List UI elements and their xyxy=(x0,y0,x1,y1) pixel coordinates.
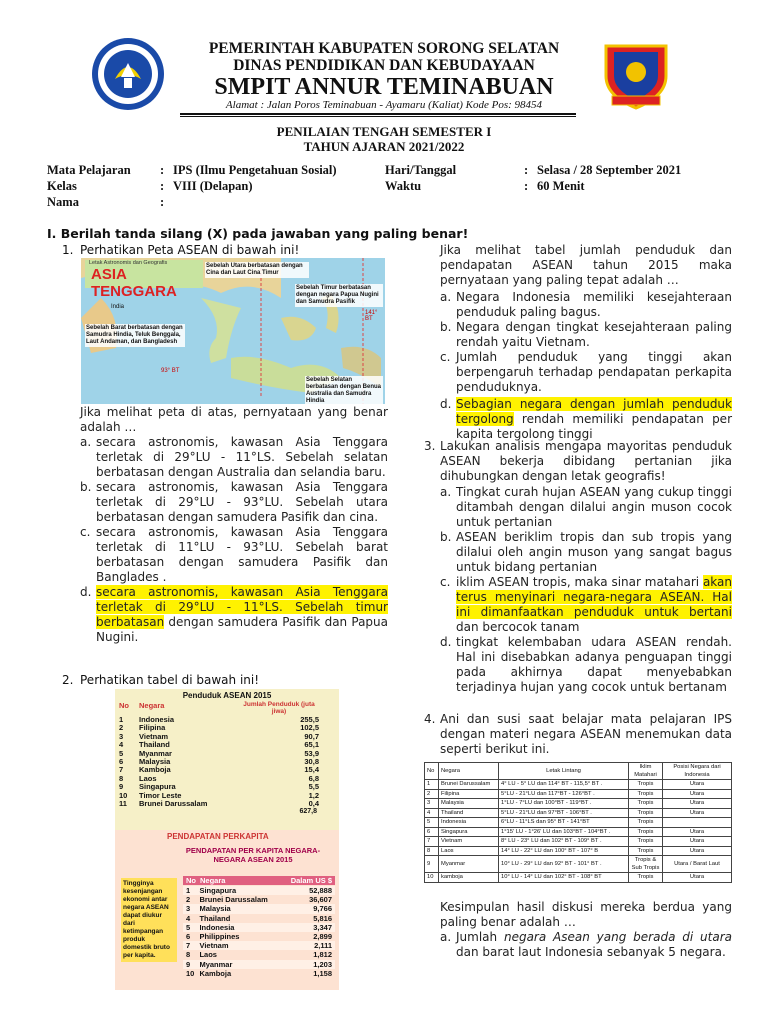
map-note-east: Sebelah Timur berbatasan dengan negara Papua Nugini dan Samudra Pasifik xyxy=(295,284,383,307)
school-address: Alamat : Jalan Poros Teminabuan - Ayamaru (Kaliat) Kode Pos: 98454 xyxy=(225,99,543,111)
table-row: 8 Laos 14° LU - 22° LU dan 100° BT - 107° B Tropis Utara xyxy=(425,846,732,856)
table-row: 1 Indonesia 255,5 xyxy=(119,715,319,724)
table-row: 5 Indonesia 3,347 xyxy=(183,923,335,932)
q1-intro: Jika melihat peta di atas, pernyataan yang benar adalah … xyxy=(80,405,388,434)
table-row: 5 Indonesia 6°LU - 11°LS dan 95° BT - 141°BT Tropis xyxy=(425,818,732,828)
location-header: No Negara Letak Lintang Iklim Matahari Posisi Negara dari Indonesia xyxy=(425,763,732,780)
dept-line: DINAS PENDIDIKAN DAN KEBUDAYAAN xyxy=(233,57,535,74)
income-header: No Negara Dalam US $ xyxy=(183,876,335,885)
name-label: Nama xyxy=(47,195,79,209)
table-row: 10 Kamboja 1,158 xyxy=(183,969,335,978)
subject-label: Mata Pelajaran xyxy=(47,163,131,177)
map-note-south: Sebelah Selatan berbatasan dengan Benua Australia dan Samudra Hindia xyxy=(306,377,382,404)
q3-option-b[interactable]: b. ASEAN beriklim tropis dan sub tropis yang dilalui oleh angin muson yang sangat bagus untuk bidang pertanian xyxy=(440,530,732,574)
table-row: 4 Thailand 65,1 xyxy=(119,740,319,750)
asean-map: Letak Astronomis dan Geografis ASIA TENGGARA Sebelah Utara berbatasan dengan Cina dan Laut Cina Timur Sebelah Timur berbatasan dengan negara Papua Nugini dan Samudra Pasifik Sebelah Barat berbatasan dengan Samudra Hindia, Teluk Benggala, Laut Andaman, dan Bangladesh Sebelah Selatan berbatasan dengan Benua Australia dan Samudra Hindia 93° BT 141° BT India xyxy=(81,258,385,404)
q1-stem: 1. Perhatikan Peta ASEAN di bawah ini! xyxy=(62,243,300,257)
q1-options xyxy=(80,435,388,645)
q3-options xyxy=(440,485,732,695)
q3-option-c[interactable]: c. iklim ASEAN tropis, maka sinar matahari akan terus menyinari negara-negara ASEAN. Hal ini dimanfaatkan penduduk untuk bertani dan bercocok tanam xyxy=(440,575,732,634)
meta-values-left xyxy=(173,162,373,210)
q4-option-a[interactable]: a. Jumlah negara Asean yang berada di utara dan barat laut Indonesia sebanyak 5 negara. xyxy=(440,930,732,959)
highlight: Sebagian negara dengan jumlah penduduk tergolong xyxy=(456,397,732,426)
exam-year: TAHUN AJARAN 2021/2022 xyxy=(303,139,465,154)
table-row: 5 Myanmar 53,9 xyxy=(119,748,319,758)
table-row: 7 Vietnam 2,111 xyxy=(183,941,335,950)
table-row: 3 Vietnam 90,7 xyxy=(119,731,319,741)
table-row: 9 Myanmar 10° LU - 29° LU dan 92° BT - 101° BT . Tropis & Sub Tropis Utara / Barat Laut xyxy=(425,856,732,873)
table-row: 11 Brunei Darussalam 0,4 xyxy=(119,799,319,809)
table-row: 6 Malaysia 30,8 xyxy=(119,757,319,767)
highlight: secara astronomis, kawasan Asia Tenggara terletak di 29°LU - 11°LS. Sebelah timur berbatasan xyxy=(96,585,388,629)
table-row: 8 Laos 6,8 xyxy=(119,773,319,783)
school-name: SMPIT ANNUR TEMINABUAN xyxy=(214,74,554,100)
q1-option-d[interactable]: d. secara astronomis, kawasan Asia Tenggara terletak di 29°LU - 11°LS. Sebelah timur berbatasan dengan samudera Pasifik dan Papua Nugini. xyxy=(80,585,388,644)
q4-options xyxy=(440,930,732,960)
table-row: 3 Malaysia 9,766 xyxy=(183,904,335,913)
population-header: No Negara Jumlah Penduduk (juta jiwa) xyxy=(119,701,315,715)
table-row: 4 Thailand 5,816 xyxy=(183,914,335,923)
q1-option-c[interactable]: c. secara astronomis, kawasan Asia Tenggara terletak di 11°LU - 93°LU. Sebelah barat berbatasan dengan samudera Pasifik dan Banglades . xyxy=(80,525,388,584)
table-row: 2 Filipina 102,5 xyxy=(119,723,319,733)
q2-intro: Jika melihat tabel jumlah penduduk dan pendapatan ASEAN tahun 2015 maka pernyataan yang paling tepat adalah … xyxy=(440,243,732,287)
class-value: VIII (Delapan) xyxy=(173,179,253,193)
class-label: Kelas xyxy=(47,179,77,193)
meta-labels-left xyxy=(47,162,131,210)
subject-value: IPS (Ilmu Pengetahuan Sosial) xyxy=(173,163,337,177)
table-row: 9 Singapura 5,5 xyxy=(119,782,319,792)
income-table: PENDAPATAN PERKAPITA PENDAPATAN PER KAPITA NEGARA-NEGARA ASEAN 2015 Tingginya kesenjangan ekonomi antar negara ASEAN dapat diukur dari ketimpangan produk domestik bruto per kapita. No Negara Dalam US $ 1 Singapura 52,888 2 Brunei Darussalam 36,607 3 Malaysia 9,766 4 Thailand 5,816 5 Indonesia 3,347 6 Philippines 2,899 7 Vietnam 2,111 8 Laos 1,812 9 Myanmar 1,203 10 Kamboja 1,158 xyxy=(115,830,339,990)
header-rule-thin xyxy=(180,116,576,117)
section-instruction: I. Berilah tanda silang (X) pada jawaban yang paling benar! xyxy=(47,226,469,241)
table-row: 3 Malaysia 1°LU - 7°LU dan 100°BT - 119°BT . Tropis Utara xyxy=(425,799,732,809)
meta-colons-left: : : : xyxy=(160,163,165,209)
map-note-west: Sebelah Barat berbatasan dengan Samudra Hindia, Teluk Benggala, Laut Andaman, dan Bangladesh xyxy=(85,324,185,347)
location-rows xyxy=(425,780,732,883)
population-rows xyxy=(115,716,339,808)
table-row: 7 Vietnam 8° LU - 23° LU dan 102° BT - 109° BT . Tropis Utara xyxy=(425,837,732,847)
q2-stem: 2. Perhatikan tabel di bawah ini! xyxy=(62,673,260,687)
map-note-north: Sebelah Utara berbatasan dengan Cina dan Laut Cina Timur xyxy=(205,262,309,278)
q4-intro: Kesimpulan hasil diskusi mereka berdua yang paling benar adalah … xyxy=(440,900,732,929)
q2-option-a[interactable]: a. Negara Indonesia memiliki kesejahteraan penduduk paling bagus. xyxy=(440,290,732,319)
table-row: 10 Timor Leste 1,2 xyxy=(119,790,319,800)
table-row: 9 Myanmar 1,203 xyxy=(183,960,335,969)
map-banner: Letak Astronomis dan Geografis ASIA TENGGARA xyxy=(85,260,203,288)
q4-stem: 4. Ani dan susi saat belajar mata pelajaran IPS dengan materi negara ASEAN menemukan data seperti berikut ini. xyxy=(424,712,732,756)
q2-option-c[interactable]: c. Jumlah penduduk yang tinggi akan berpengaruh terhadap pendapatan perkapita penduduknya. xyxy=(440,350,732,394)
income-note: Tingginya kesenjangan ekonomi antar negara ASEAN dapat diukur dari ketimpangan produk domestik bruto per kapita. xyxy=(121,878,177,962)
table-row: 8 Laos 1,812 xyxy=(183,950,335,959)
gov-line: PEMERINTAH KABUPATEN SORONG SELATAN xyxy=(208,40,560,57)
q2-option-b[interactable]: b. Negara dengan tingkat kesejahteraan paling rendah yaitu Vietnam. xyxy=(440,320,732,349)
table-row: 1 Singapura 52,888 xyxy=(183,886,335,895)
population-table: Penduduk ASEAN 2015 No Negara Jumlah Penduduk (juta jiwa) 1 Indonesia 255,5 2 Filipina 102,5 3 Vietnam 90,7 4 Thailand 65,1 5 Myanmar 53,9 6 Malaysia 30,8 7 Kamboja 15,4 8 Laos 6,8 9 Singapura 5,5 10 Timor Leste 1,2 11 Brunei Darussalam 0,4 627,8 xyxy=(115,689,339,831)
q3-option-a[interactable]: a. Tingkat curah hujan ASEAN yang cukup tinggi ditambah dengan dilalui angin muson cocok untuk pertanian xyxy=(440,485,732,529)
table-row: 6 Singapura 1°15' LU - 1°26' LU dan 103°BT - 104°BT . Tropis Utara xyxy=(425,827,732,837)
table-row: 1 Brunei Darussalam 4° LU - 5° LU dan 114° BT - 115,5° BT . Tropis Utara xyxy=(425,780,732,790)
header-rule xyxy=(180,113,576,115)
table-row: 6 Philippines 2,899 xyxy=(183,932,335,941)
q3-option-d[interactable]: d. tingkat kelembaban udara ASEAN rendah. Hal ini disebabkan adanya penguapan tinggi pada akhirnya dapat menyebabkan terjadinya hujan yang cocok untuk bertanam xyxy=(440,635,732,694)
meta-colons-right: : : xyxy=(524,163,529,193)
table-row: 2 Brunei Darussalam 36,607 xyxy=(183,895,335,904)
table-row: 2 Filipina 5°LU - 21°LU dan 117°BT - 126°BT . Tropis Utara xyxy=(425,789,732,799)
q1-option-a[interactable]: a. secara astronomis, kawasan Asia Tenggara terletak di 29°LU - 11°LS. Sebelah selatan berbatasan dengan Australia dan selandia baru. xyxy=(80,435,388,479)
time-value: 60 Menit xyxy=(537,179,585,193)
q2-option-d[interactable]: d. Sebagian negara dengan jumlah penduduk tergolong rendah memiliki pendapatan per kapita tergolong tinggi xyxy=(440,397,732,441)
meta-values-right xyxy=(537,162,681,194)
q3-stem: 3. Lakukan analisis mengapa mayoritas penduduk ASEAN bekerja dibidang pertanian jika dihubungkan dengan letak geografis! xyxy=(424,439,732,483)
letterhead xyxy=(0,0,768,122)
table-row: 7 Kamboja 15,4 xyxy=(119,765,319,775)
day-label: Hari/Tanggal xyxy=(385,163,457,177)
exam-title: PENILAIAN TENGAH SEMESTER I xyxy=(276,124,492,139)
income-rows xyxy=(183,886,335,978)
asean-location-table xyxy=(424,762,732,900)
population-total: 627,8 xyxy=(299,808,317,816)
table-row: 10 kamboja 10° LU - 14° LU dan 102° BT - 108° BT Tropis Utara xyxy=(425,873,732,883)
q2-options xyxy=(440,290,732,442)
time-label: Waktu xyxy=(385,179,422,193)
name-field[interactable] xyxy=(173,194,373,210)
q1-option-b[interactable]: b. secara astronomis, kawasan Asia Tenggara terletak di 29°LU - 93°LU. Sebelah utara berbatasan dengan samudera Pasifik dan cina. xyxy=(80,480,388,524)
table-row: 4 Thailand 5°LU - 21°LU dan 97°BT - 106°BT . Tropis Utara xyxy=(425,808,732,818)
highlight: akan terus menyinari negara-negara ASEAN. Hal ini dimanfaatkan penduduk untuk bertani xyxy=(456,575,732,619)
meta-labels-right xyxy=(385,162,456,194)
day-value: Selasa / 28 September 2021 xyxy=(537,163,682,177)
